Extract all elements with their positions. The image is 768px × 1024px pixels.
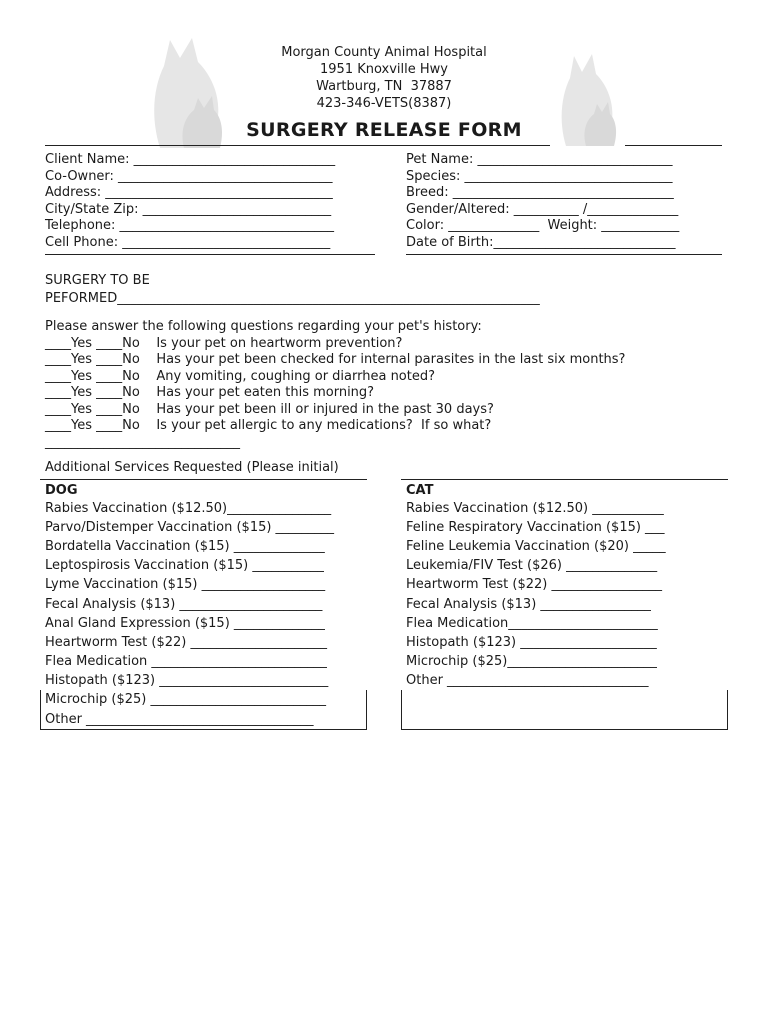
surgery-performed-field[interactable]: PEFORMED_________________________________________________________________ [45,291,540,306]
cat-box-top [401,479,728,480]
cat-service-item[interactable]: Heartworm Test ($22) _________________ [406,577,663,592]
dog-box-bottom [40,729,367,730]
cat-service-item[interactable]: Rabies Vaccination ($12.50) ___________ [406,501,664,516]
cat-box-right [727,690,728,730]
dog-box-left [40,690,41,730]
services-heading: Additional Services Requested (Please initial) [45,460,339,475]
history-question[interactable]: ____Yes ____No Is your pet allergic to any medications? If so what? [45,418,492,433]
cat-service-item[interactable]: Other _______________________________ [406,673,649,688]
dog-service-item[interactable]: Rabies Vaccination ($12.50)________________ [45,501,332,516]
cat-service-item[interactable]: Feline Respiratory Vaccination ($15) ___ [406,520,665,535]
cat-heading: CAT [406,483,434,498]
address-field[interactable]: Address: ___________________________________ [45,185,333,200]
cat-service-item[interactable]: Feline Leukemia Vaccination ($20) _____ [406,539,666,554]
cat-service-item[interactable]: Flea Medication_______________________ [406,615,658,631]
gender-altered-field[interactable]: Gender/Altered: __________ /______________ [406,201,679,217]
city-state-zip-field[interactable]: City/State Zip: _____________________________ [45,201,332,217]
dog-service-item[interactable]: Flea Medication ___________________________ [45,653,327,669]
dog-service-item[interactable]: Fecal Analysis ($13) ______________________ [45,596,323,612]
dog-service-item[interactable]: Bordatella Vaccination ($15) ______________ [45,539,325,554]
dog-box-right [366,690,367,730]
history-question[interactable]: ____Yes ____No Has your pet been checked for internal parasites in the last six months? [45,352,626,367]
dog-service-item[interactable]: Histopath ($123) __________________________ [45,673,329,688]
dog-service-item[interactable]: Anal Gland Expression ($15) ______________ [45,615,325,631]
dog-service-item[interactable]: Other ___________________________________ [45,711,314,727]
date-of-birth-field[interactable]: Date of Birth:____________________________ [406,234,676,250]
info-rule-right [406,254,722,255]
breed-field[interactable]: Breed: __________________________________ [406,185,674,200]
pet-name-field[interactable]: Pet Name: ______________________________ [406,152,673,167]
dog-box-top [40,479,367,480]
info-rule-left [45,254,375,255]
title-rule-left [45,145,550,146]
page-title: SURGERY RELEASE FORM [246,119,522,141]
hospital-city: Wartburg, TN 37887 [316,79,452,94]
cat-service-item[interactable]: Leukemia/FIV Test ($26) ______________ [406,558,658,573]
surgery-label: SURGERY TO BE [45,273,150,288]
co-owner-field[interactable]: Co-Owner: _________________________________ [45,168,333,184]
dog-service-item[interactable]: Parvo/Distemper Vaccination ($15) _________ [45,520,335,535]
hospital-name: Morgan County Animal Hospital [281,45,487,60]
cat-box-bottom [401,729,728,730]
client-name-field[interactable]: Client Name: _______________________________ [45,152,336,167]
cat-service-item[interactable]: Fecal Analysis ($13) _________________ [406,596,651,612]
history-question[interactable]: ____Yes ____No Has your pet eaten this morning? [45,385,375,400]
title-rule-right [625,145,722,146]
history-question[interactable]: ____Yes ____No Has your pet been ill or injured in the past 30 days? [45,401,494,417]
history-question[interactable]: ____Yes ____No Any vomiting, coughing or diarrhea noted? [45,368,436,384]
history-question[interactable]: ____Yes ____No Is your pet on heartworm prevention? [45,335,403,351]
hospital-street: 1951 Knoxville Hwy [320,62,448,77]
dog-service-item[interactable]: Leptospirosis Vaccination ($15) ___________ [45,558,324,573]
dog-service-item[interactable]: Microchip ($25) ___________________________ [45,692,326,707]
dog-service-item[interactable]: Lyme Vaccination ($15) ___________________ [45,577,326,592]
cell-phone-field[interactable]: Cell Phone: ________________________________ [45,234,331,250]
cat-service-item[interactable]: Histopath ($123) _____________________ [406,634,657,650]
allergy-line[interactable]: ______________________________ [45,434,240,450]
cat-service-item[interactable]: Microchip ($25)_______________________ [406,653,657,669]
species-field[interactable]: Species: ________________________________ [406,168,673,184]
dog-heading: DOG [45,483,78,498]
color-weight-field[interactable]: Color: ______________ Weight: ____________ [406,218,680,233]
cat-box-left [401,690,402,730]
history-intro: Please answer the following questions regarding your pet's history: [45,319,482,334]
dog-service-item[interactable]: Heartworm Test ($22) _____________________ [45,634,328,650]
hospital-phone: 423-346-VETS(8387) [316,96,452,111]
telephone-field[interactable]: Telephone: _________________________________ [45,218,335,233]
